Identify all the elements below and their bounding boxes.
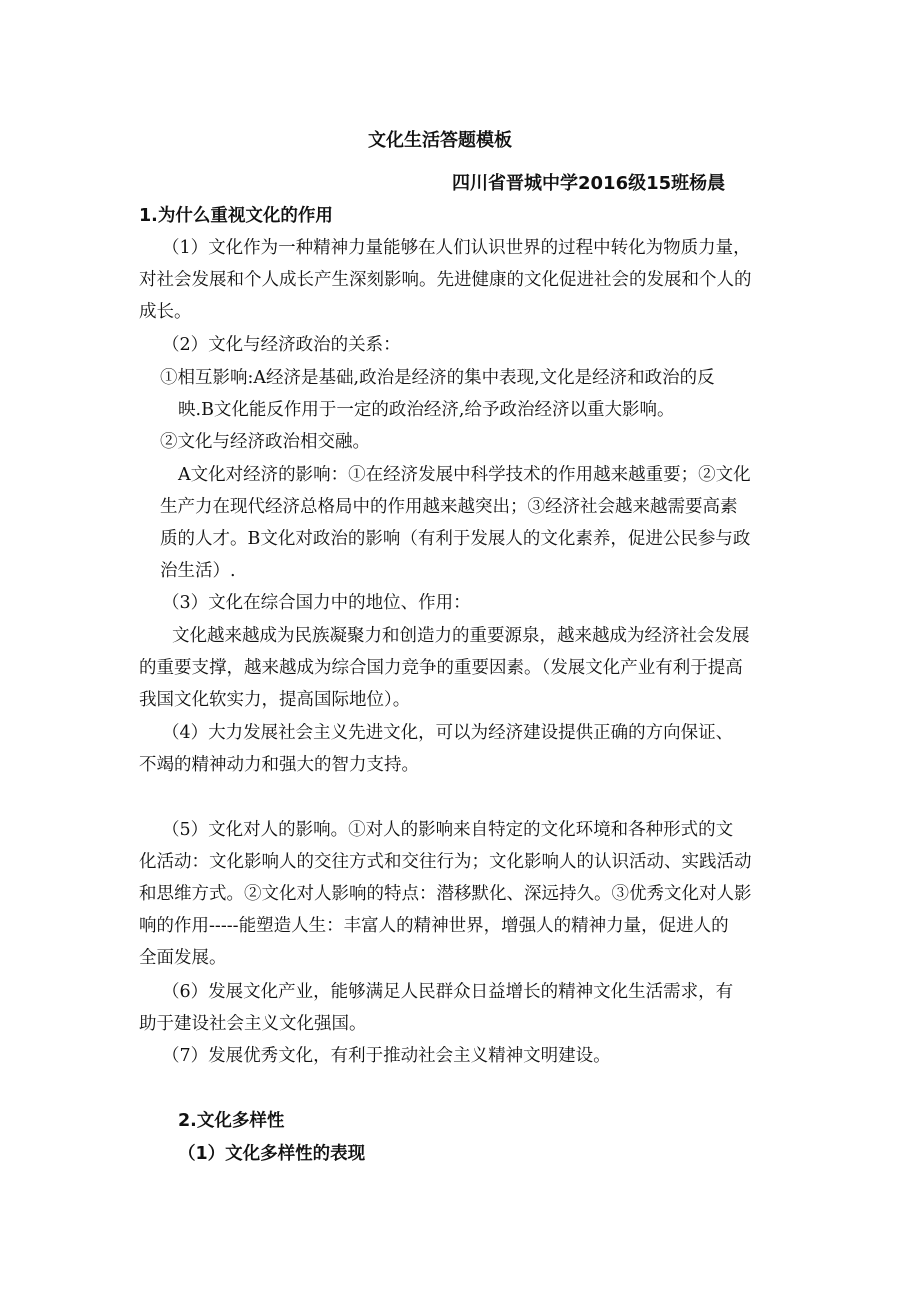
text-line: （2）文化与经济政治的关系： (162, 335, 401, 355)
text-line: 对社会发展和个人成长产生深刻影响。先进健康的文化促进社会的发展和个人的 (139, 270, 752, 290)
text-line: 的重要支撑，越来越成为综合国力竞争的重要因素。（发展文化产业有利于提高 (139, 658, 743, 678)
text-line: ②文化与经济政治相交融。 (160, 432, 370, 452)
text-line: 助于建设社会主义文化强国。 (139, 1014, 367, 1034)
text-line: 质的人才。B文化对政治的影响（有利于发展人的文化素养，促进公民参与政 (160, 529, 751, 549)
text-line: 全面发展。 (139, 948, 227, 968)
text-line: ①相互影响:A经济是基础,政治是经济的集中表现,文化是经济和政治的反 (160, 368, 715, 388)
text-line: A文化对经济的影响：①在经济发展中科学技术的作用越来越重要；②文化 (178, 465, 751, 485)
text-line: 文化越来越成为民族凝聚力和创造力的重要源泉，越来越成为经济社会发展 (172, 626, 750, 646)
text-line: 和思维方式。②文化对人影响的特点：潜移默化、深远持久。③优秀文化对人影 (139, 884, 752, 904)
doc-author: 四川省晋城中学2016级15班杨晨 (452, 173, 726, 194)
text-line: （5）文化对人的影响。①对人的影响来自特定的文化环境和各种形式的文 (162, 820, 734, 840)
text-line: （1）文化作为一种精神力量能够在人们认识世界的过程中转化为物质力量， (162, 238, 751, 258)
text-line: 化活动：文化影响人的交往方式和交往行为；文化影响人的认识活动、实践活动 (139, 852, 752, 872)
text-line: 成长。 (139, 302, 192, 322)
text-line: 生产力在现代经济总格局中的作用越来越突出；③经济社会越来越需要高素 (160, 497, 738, 517)
text-line: （3）文化在综合国力中的地位、作用： (162, 593, 471, 613)
section-heading-2: 2.文化多样性 (178, 1111, 285, 1131)
section-heading-1: 1.为什么重视文化的作用 (139, 206, 333, 226)
text-line: （4）大力发展社会主义先进文化，可以为经济建设提供正确的方向保证、 (162, 723, 734, 743)
text-line: （6）发展文化产业，能够满足人民群众日益增长的精神文化生活需求，有 (162, 982, 734, 1002)
text-line: 治生活）. (160, 561, 236, 581)
text-line: 响的作用-----能塑造人生：丰富人的精神世界，增强人的精神力量，促进人的 (139, 916, 729, 936)
text-line: 映.B文化能反作用于一定的政治经济,给予政治经济以重大影响。 (178, 400, 675, 420)
text-line: 我国文化软实力，提高国际地位）。 (139, 690, 411, 710)
text-line: 不竭的精神动力和强大的智力支持。 (139, 755, 419, 775)
text-line: （7）发展优秀文化，有利于推动社会主义精神文明建设。 (162, 1046, 611, 1066)
doc-title: 文化生活答题模板 (368, 130, 512, 151)
subsection-heading: （1）文化多样性的表现 (178, 1144, 366, 1164)
